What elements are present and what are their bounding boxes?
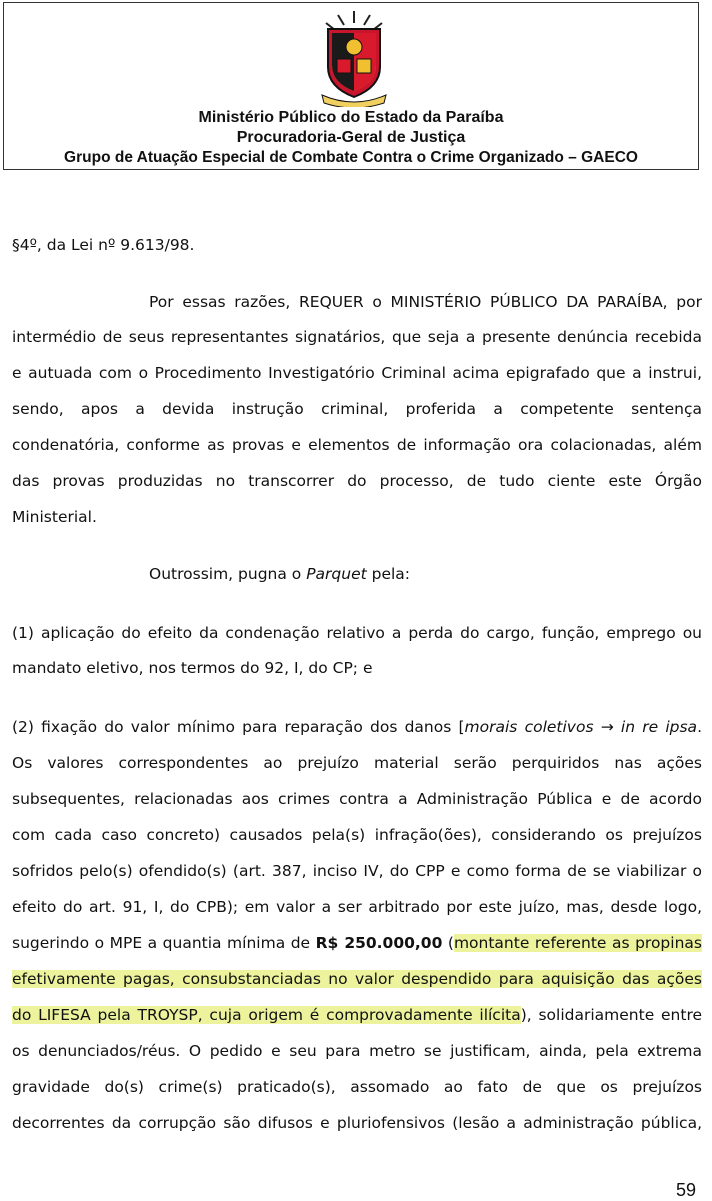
paragraph-line: Os valores correspondentes ao prejuízo material serão perquiridos nas ações <box>12 754 702 772</box>
highlighted-text: do LIFESA pela TROYSP, cuja origem é comprovadamente ilícita <box>12 1006 521 1024</box>
header-gaeco: Grupo de Atuação Especial de Combate Contra o Crime Organizado – GAECO <box>64 149 638 166</box>
header-procuradoria: Procuradoria-Geral de Justiça <box>236 129 466 146</box>
paragraph-line: efeito do art. 91, I, do CPB); em valor a ser arbitrado por este juízo, mas, desde logo, <box>12 898 702 916</box>
paragraph-line: decorrentes da corrupção são difusos e pluriofensivos (lesão a administração pública, <box>12 1114 702 1132</box>
paragraph-line: com cada caso concreto) causados pela(s) infração(ões), considerando os prejuízos <box>12 826 702 844</box>
paragraph-line: condenatória, conforme as provas e elementos de informação ora colacionadas, além <box>12 436 702 454</box>
paragraph-line: Por essas razões, REQUER o MINISTÉRIO PÚBLICO DA PARAÍBA, por <box>149 293 702 311</box>
paragraph-line: sendo, apos a devida instrução criminal, proferida a competente sentença <box>12 400 702 418</box>
highlighted-text: montante referente as propinas <box>453 934 702 952</box>
paragraph-line: Ministerial. <box>12 508 97 526</box>
paragraph-line: gravidade do(s) crime(s) praticado(s), assomado ao fato de que os prejuízos <box>12 1078 702 1096</box>
paragraph-line: subsequentes, relacionadas aos crimes contra a Administração Pública e de acordo <box>12 790 702 808</box>
paragraph-line: os denunciados/réus. O pedido e seu para metro se justificam, ainda, pela extrema <box>12 1042 702 1060</box>
paragraph-line: (1) aplicação do efeito da condenação relativo a perda do cargo, função, emprego ou <box>12 624 702 642</box>
paragraph-line: §4º, da Lei nº 9.613/98. <box>12 236 195 254</box>
paragraph-line: sugerindo o MPE a quantia mínima de R$ 250.000,00 (montante referente as propinas <box>12 934 702 952</box>
paragraph-line: sofridos pelo(s) ofendido(s) (art. 387, inciso IV, do CPP e como forma de se viabilizar o <box>12 862 702 880</box>
paragraph-line: e autuada com o Procedimento Investigatório Criminal acima epigrafado que a instrui, <box>12 364 702 382</box>
paragraph-line: das provas produzidas no transcorrer do processo, de tudo ciente este Órgão <box>12 472 702 490</box>
paragraph-line: do LIFESA pela TROYSP, cuja origem é comprovadamente ilícita), solidariamente entre <box>12 1006 703 1024</box>
paragraph-line: (2) fixação do valor mínimo para reparação dos danos [morais coletivos → in re ipsa. <box>12 718 702 736</box>
paragraph-line: mandato eletivo, nos termos do 92, I, do CP; e <box>12 659 373 677</box>
page-number: 59 <box>675 1180 696 1200</box>
document-header <box>3 2 699 170</box>
header-ministry: Ministério Público do Estado da Paraíba <box>198 109 504 126</box>
paragraph-line: Outrossim, pugna o Parquet pela: <box>149 565 411 583</box>
paragraph-line <box>12 967 702 991</box>
paragraph-line: intermédio de seus representantes signatários, que seja a presente denúncia recebida <box>12 328 702 346</box>
institution-crest-logo <box>318 9 390 107</box>
highlighted-text: efetivamente pagas, consubstanciadas no valor despendido para aquisição das ações <box>12 970 702 988</box>
